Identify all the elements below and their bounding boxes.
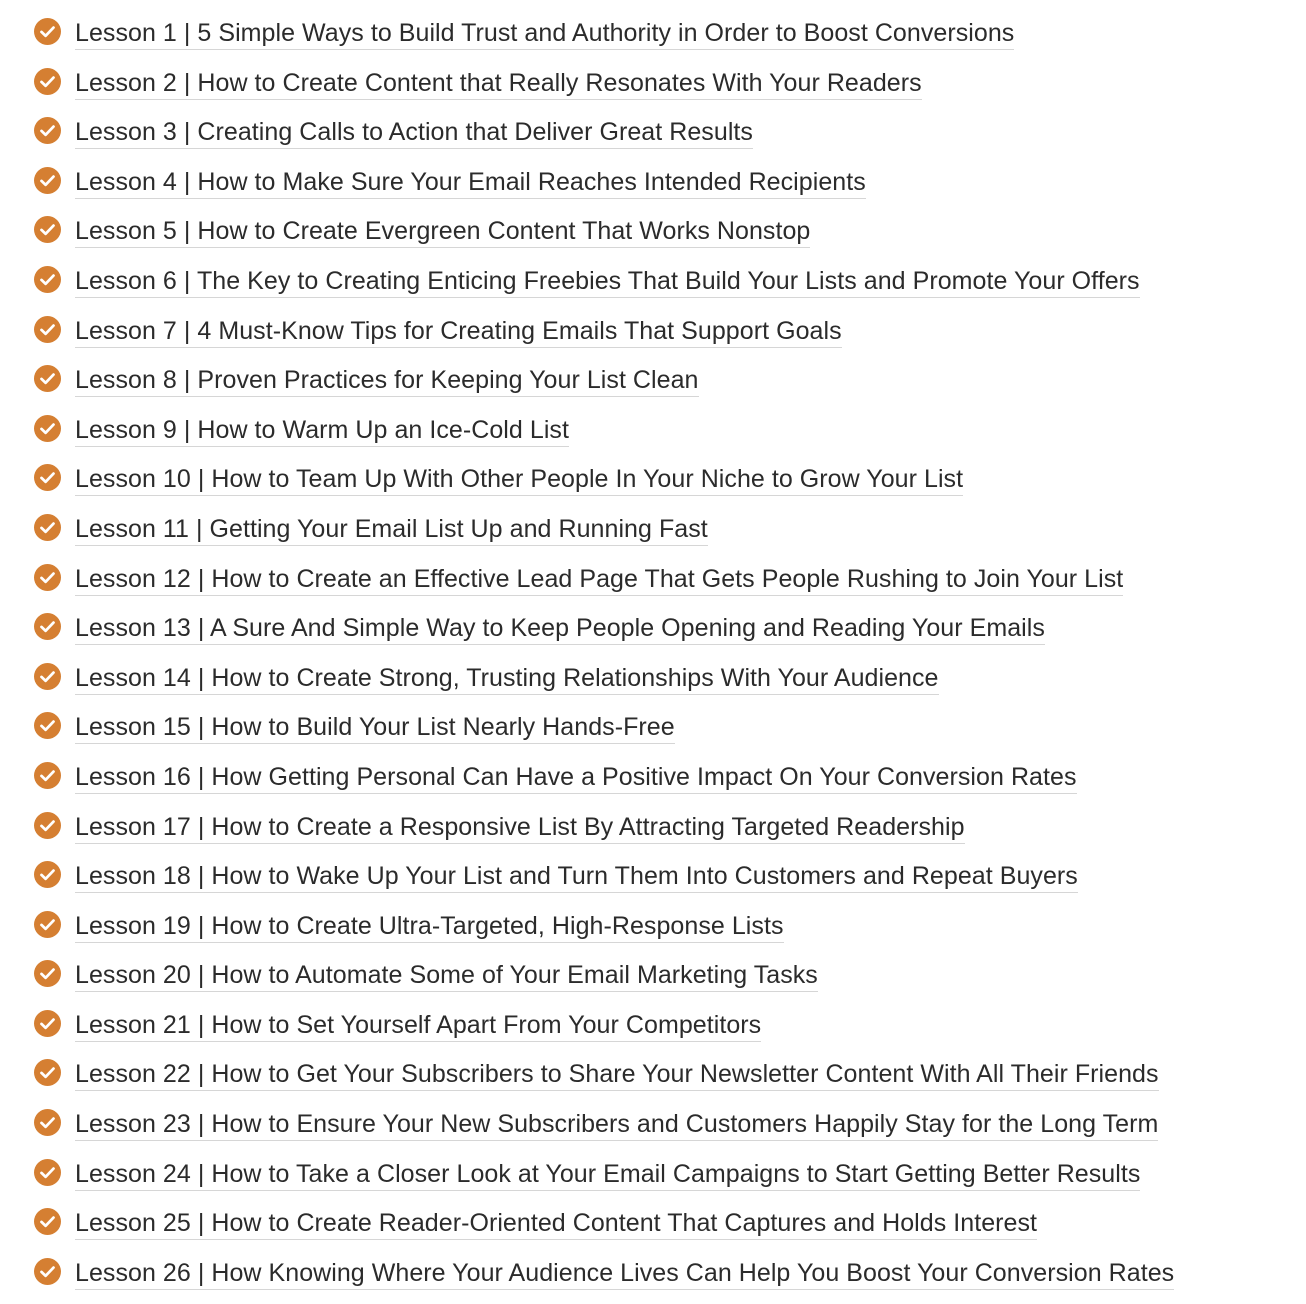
check-circle-icon bbox=[34, 117, 61, 144]
check-circle-icon bbox=[34, 266, 61, 293]
lesson-link[interactable]: Lesson 4 | How to Make Sure Your Email Reaches Intended Recipients bbox=[75, 167, 866, 199]
lesson-item bbox=[34, 58, 1294, 108]
check-circle-icon bbox=[34, 1010, 61, 1037]
lesson-item bbox=[34, 306, 1294, 356]
lesson-link[interactable]: Lesson 15 | How to Build Your List Nearly Hands-Free bbox=[75, 712, 675, 744]
check-circle-icon bbox=[34, 1059, 61, 1086]
check-circle-icon bbox=[34, 18, 61, 45]
check-circle-icon bbox=[34, 812, 61, 839]
lesson-link[interactable]: Lesson 16 | How Getting Personal Can Have a Positive Impact On Your Conversion Rates bbox=[75, 762, 1077, 794]
lesson-link[interactable]: Lesson 13 | A Sure And Simple Way to Keep People Opening and Reading Your Emails bbox=[75, 613, 1045, 645]
check-circle-icon bbox=[34, 1258, 61, 1285]
lesson-link[interactable]: Lesson 7 | 4 Must-Know Tips for Creating Emails That Support Goals bbox=[75, 316, 842, 348]
lesson-link[interactable]: Lesson 26 | How Knowing Where Your Audience Lives Can Help You Boost Your Conversion Rates bbox=[75, 1258, 1174, 1290]
check-circle-icon bbox=[34, 613, 61, 640]
lesson-link[interactable]: Lesson 18 | How to Wake Up Your List and Turn Them Into Customers and Repeat Buyers bbox=[75, 861, 1078, 893]
lesson-item bbox=[34, 851, 1294, 901]
lesson-item bbox=[34, 950, 1294, 1000]
lesson-link[interactable]: Lesson 24 | How to Take a Closer Look at Your Email Campaigns to Start Getting Better Results bbox=[75, 1159, 1140, 1191]
check-circle-icon bbox=[34, 564, 61, 591]
check-circle-icon bbox=[34, 762, 61, 789]
check-circle-icon bbox=[34, 365, 61, 392]
lesson-item bbox=[34, 702, 1294, 752]
lesson-item bbox=[34, 504, 1294, 554]
check-circle-icon bbox=[34, 316, 61, 343]
lesson-link[interactable]: Lesson 2 | How to Create Content that Really Resonates With Your Readers bbox=[75, 68, 922, 100]
check-circle-icon bbox=[34, 464, 61, 491]
lesson-item bbox=[34, 8, 1294, 58]
check-circle-icon bbox=[34, 1109, 61, 1136]
lesson-item bbox=[34, 405, 1294, 455]
lesson-link[interactable]: Lesson 5 | How to Create Evergreen Content That Works Nonstop bbox=[75, 216, 810, 248]
check-circle-icon bbox=[34, 861, 61, 888]
lesson-link[interactable]: Lesson 23 | How to Ensure Your New Subscribers and Customers Happily Stay for the Long Term bbox=[75, 1109, 1158, 1141]
lesson-item bbox=[34, 901, 1294, 951]
lesson-link[interactable]: Lesson 9 | How to Warm Up an Ice-Cold List bbox=[75, 415, 569, 447]
lesson-link[interactable]: Lesson 12 | How to Create an Effective Lead Page That Gets People Rushing to Join Your List bbox=[75, 564, 1123, 596]
lesson-link[interactable]: Lesson 14 | How to Create Strong, Trusting Relationships With Your Audience bbox=[75, 663, 939, 695]
lesson-link[interactable]: Lesson 10 | How to Team Up With Other People In Your Niche to Grow Your List bbox=[75, 464, 963, 496]
lesson-link[interactable]: Lesson 19 | How to Create Ultra-Targeted, High-Response Lists bbox=[75, 911, 784, 943]
lesson-link[interactable]: Lesson 21 | How to Set Yourself Apart From Your Competitors bbox=[75, 1010, 761, 1042]
lesson-item bbox=[34, 355, 1294, 405]
check-circle-icon bbox=[34, 712, 61, 739]
check-circle-icon bbox=[34, 663, 61, 690]
lesson-link[interactable]: Lesson 1 | 5 Simple Ways to Build Trust and Authority in Order to Boost Conversions bbox=[75, 18, 1014, 50]
check-circle-icon bbox=[34, 911, 61, 938]
check-circle-icon bbox=[34, 68, 61, 95]
lesson-item bbox=[34, 454, 1294, 504]
lesson-link[interactable]: Lesson 20 | How to Automate Some of Your Email Marketing Tasks bbox=[75, 960, 818, 992]
lesson-link[interactable]: Lesson 8 | Proven Practices for Keeping Your List Clean bbox=[75, 365, 699, 397]
lesson-item bbox=[34, 256, 1294, 306]
lesson-item bbox=[34, 1099, 1294, 1149]
lesson-item bbox=[34, 107, 1294, 157]
lesson-link[interactable]: Lesson 6 | The Key to Creating Enticing Freebies That Build Your Lists and Promote Your Offers bbox=[75, 266, 1140, 298]
lesson-link[interactable]: Lesson 3 | Creating Calls to Action that Deliver Great Results bbox=[75, 117, 753, 149]
lesson-item bbox=[34, 1149, 1294, 1199]
lesson-item bbox=[34, 603, 1294, 653]
lesson-item bbox=[34, 752, 1294, 802]
check-circle-icon bbox=[34, 167, 61, 194]
lesson-item bbox=[34, 206, 1294, 256]
lesson-link[interactable]: Lesson 22 | How to Get Your Subscribers to Share Your Newsletter Content With All Their Friends bbox=[75, 1059, 1159, 1091]
check-circle-icon bbox=[34, 1208, 61, 1235]
lesson-item bbox=[34, 653, 1294, 703]
lesson-item bbox=[34, 802, 1294, 852]
lesson-link[interactable]: Lesson 17 | How to Create a Responsive List By Attracting Targeted Readership bbox=[75, 812, 965, 844]
check-circle-icon bbox=[34, 514, 61, 541]
check-circle-icon bbox=[34, 216, 61, 243]
lesson-list bbox=[34, 8, 1294, 1297]
check-circle-icon bbox=[34, 960, 61, 987]
lesson-item bbox=[34, 1198, 1294, 1248]
lesson-item bbox=[34, 1248, 1294, 1298]
lesson-link[interactable]: Lesson 11 | Getting Your Email List Up and Running Fast bbox=[75, 514, 708, 546]
lesson-item bbox=[34, 1049, 1294, 1099]
lesson-item bbox=[34, 554, 1294, 604]
check-circle-icon bbox=[34, 415, 61, 442]
lesson-link[interactable]: Lesson 25 | How to Create Reader-Oriented Content That Captures and Holds Interest bbox=[75, 1208, 1037, 1240]
lesson-item bbox=[34, 157, 1294, 207]
check-circle-icon bbox=[34, 1159, 61, 1186]
lesson-item bbox=[34, 1000, 1294, 1050]
